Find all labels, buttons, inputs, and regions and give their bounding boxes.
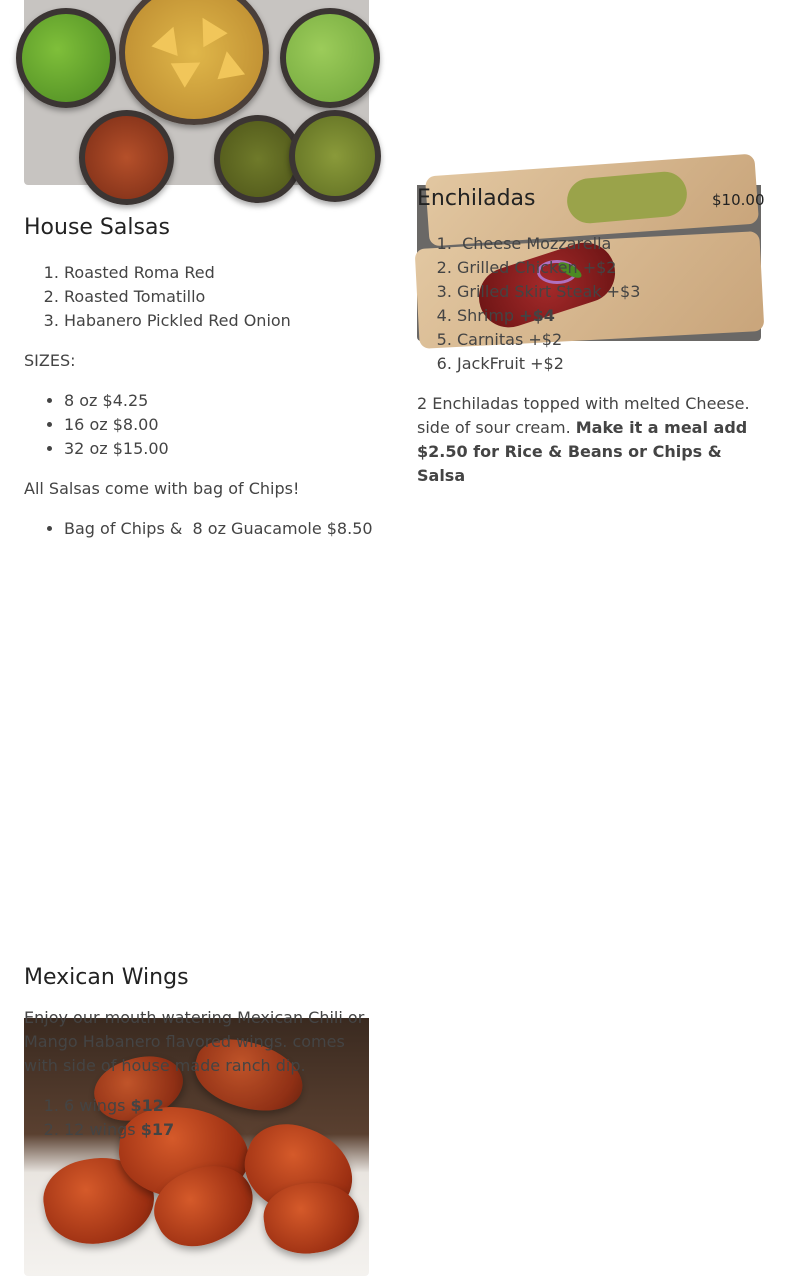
salsa-sizes-list	[24, 389, 169, 461]
list-item: • 32 oz $15.00	[64, 437, 169, 461]
list-item: 1. Roasted Roma Red	[64, 261, 291, 285]
list-item: 2. Grilled Chicken +$2	[457, 256, 640, 280]
list-item: 6. JackFruit +$2	[457, 352, 640, 376]
list-item: 3. Grilled Skirt Steak +$3	[457, 280, 640, 304]
salsa-extras-list	[24, 517, 373, 541]
sizes-label: SIZES:	[24, 351, 76, 370]
list-item: 1. Cheese Mozzarella	[457, 232, 640, 256]
enchiladas-price: $10.00	[712, 191, 765, 209]
salsa-flavor-list	[24, 261, 291, 333]
list-item: • Bag of Chips & 8 oz Guacamole $8.50	[64, 517, 373, 541]
list-item: 5. Carnitas +$2	[457, 328, 640, 352]
house-salsas-image	[24, 0, 369, 185]
list-item: 2. 12 wings $17	[64, 1118, 174, 1142]
list-item: • 8 oz $4.25	[64, 389, 169, 413]
wings-description: Enjoy our mouth watering Mexican Chili or Mango Habanero flavored wings. comes with side of house made ranch dip.	[24, 1008, 365, 1075]
meal-upgrade-note: Make it a meal add $2.50 for Rice & Beans or Chips & Salsa	[417, 418, 748, 485]
wings-options-list	[24, 1094, 174, 1142]
enchiladas-title: Enchiladas	[417, 186, 536, 211]
list-item: • 16 oz $8.00	[64, 413, 169, 437]
enchiladas-description: 2 Enchiladas topped with melted Cheese. side of sour cream. Make it a meal add $2.50 for Rice & Beans or Chips & Salsa	[417, 394, 750, 485]
salsa-chips-note: All Salsas come with bag of Chips!	[24, 479, 300, 498]
list-item: 4. Shrimp +$4	[457, 304, 640, 328]
house-salsas-title: House Salsas	[24, 215, 170, 240]
list-item: 2. Roasted Tomatillo	[64, 285, 291, 309]
list-item: 3. Habanero Pickled Red Onion	[64, 309, 291, 333]
mexican-wings-title: Mexican Wings	[24, 965, 189, 990]
list-item: 1. 6 wings $12	[64, 1094, 174, 1118]
enchiladas-options-list	[417, 232, 640, 376]
